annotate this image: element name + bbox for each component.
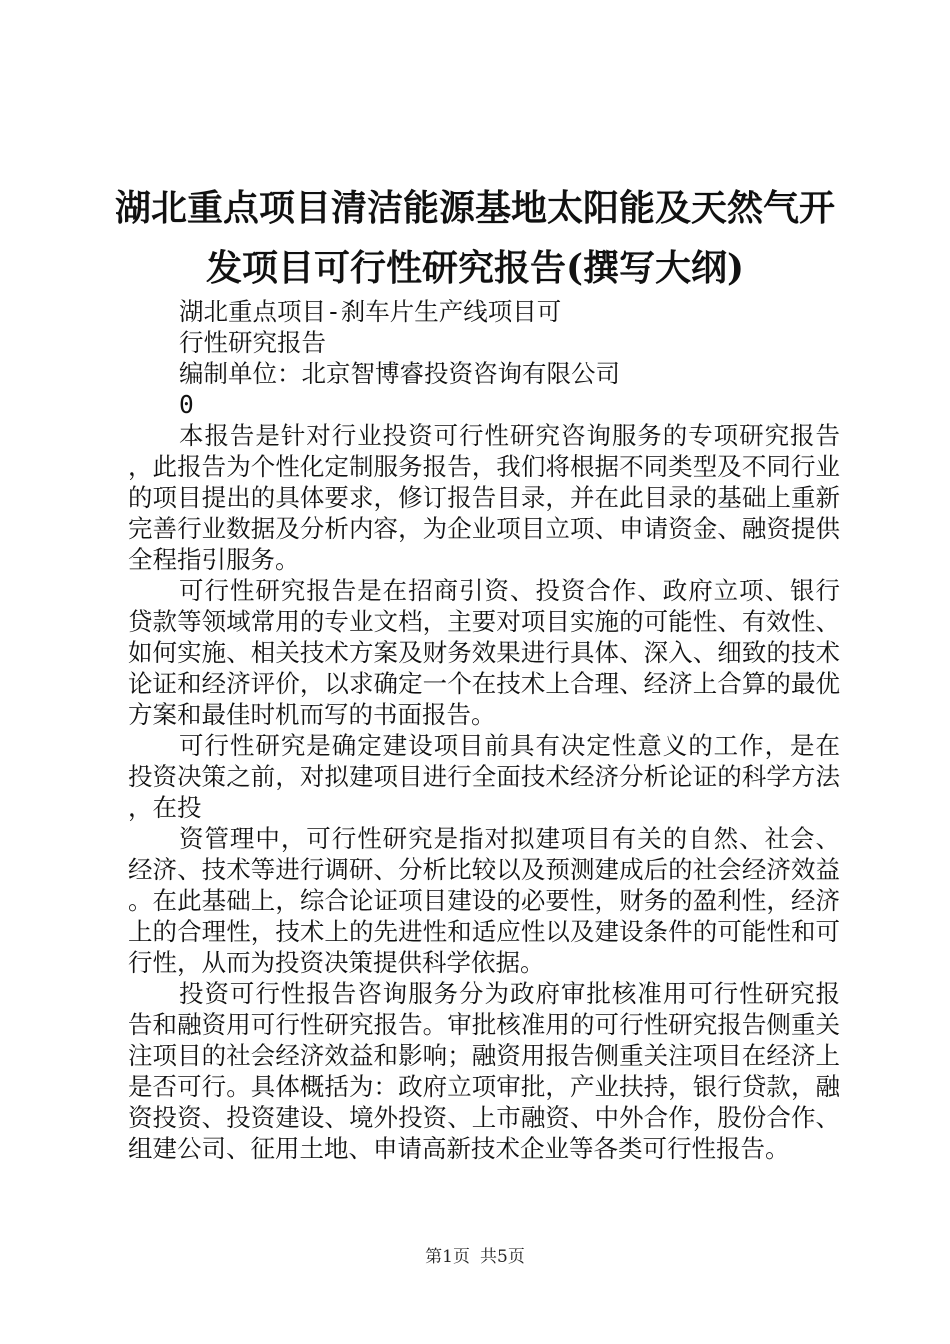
title-line-2: 发项目可行性研究报告(撰写大纲) — [205, 247, 745, 289]
title-line-1: 湖北重点项目清洁能源基地太阳能及天然气开 — [114, 187, 835, 229]
document-title — [110, 178, 840, 298]
paragraph-4: 资管理中，可行性研究是指对拟建项目有关的自然、社会、经济、技术等进行调研、分析比较以及预测建成后的社会经济效益。在此基础上，综合论证项目建设的必要性，财务的盈利性，经济上的合理性，技术上的先进性和适应性以及建设条件的可能性和可行性，从而为投资决策提供科学依据。 — [128, 824, 840, 977]
compiling-unit: 编制单位：北京智博睿投资咨询有限公司 — [179, 359, 620, 388]
document-body — [128, 296, 840, 1164]
page-total: 共5页 — [480, 1247, 525, 1267]
page-number: 第1页 — [425, 1247, 470, 1267]
paragraph-2: 可行性研究报告是在招商引资、投资合作、政府立项、银行贷款等领域常用的专业文档，主要对项目实施的可能性、有效性、如何实施、相关技术方案及财务效果进行具体、深入、细致的技术论证和经济评价，以求确定一个在技术上合理、经济上合算的最优方案和最佳时机而写的书面报告。 — [128, 576, 840, 729]
paragraph-1: 本报告是针对行业投资可行性研究咨询服务的专项研究报告，此报告为个性化定制服务报告，我们将根据不同类型及不同行业的项目提出的具体要求，修订报告目录，并在此目录的基础上重新完善行业数据及分析内容，为企业项目立项、申请资金、融资提供全程指引服务。 — [128, 421, 840, 574]
project-name-line-2: 行性研究报告 — [179, 328, 326, 357]
paragraph-3: 可行性研究是确定建设项目前具有决定性意义的工作，是在投资决策之前，对拟建项目进行全面技术经济分析论证的科学方法，在投 — [128, 731, 840, 822]
meta-number: 0 — [179, 390, 194, 419]
project-name-line-1: 湖北重点项目-刹车片生产线项目可 — [179, 297, 562, 326]
paragraph-5: 投资可行性报告咨询服务分为政府审批核准用可行性研究报告和融资用可行性研究报告。审批核准用的可行性研究报告侧重关注项目的社会经济效益和影响；融资用报告侧重关注项目在经济上是否可行。具体概括为：政府立项审批，产业扶持，银行贷款，融资投资、投资建设、境外投资、上市融资、中外合作，股份合作、组建公司、征用土地、申请高新技术企业等各类可行性报告。 — [128, 979, 840, 1163]
page-footer — [0, 1242, 950, 1267]
